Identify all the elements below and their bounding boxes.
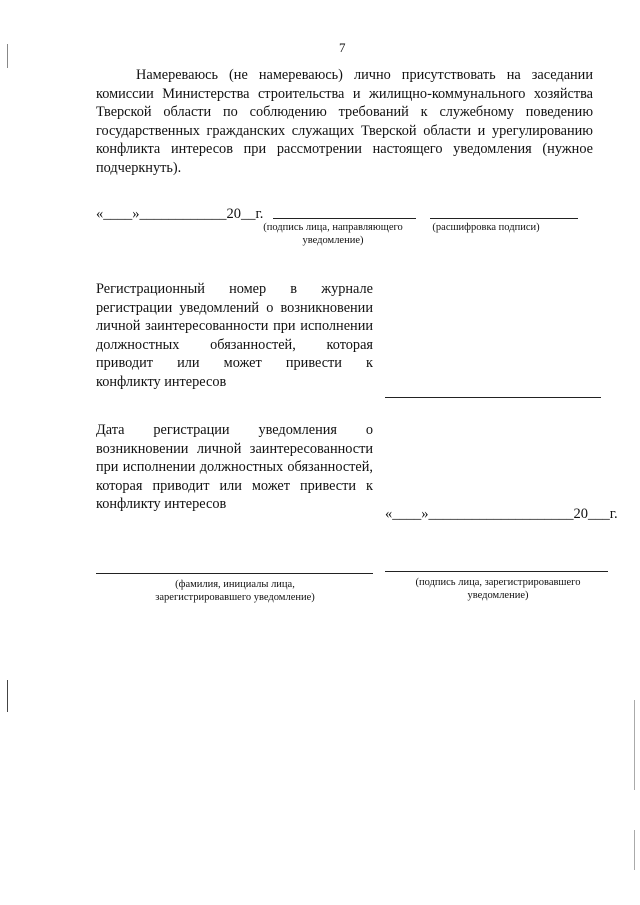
registrar-name-caption: (фамилия, инициалы лица, зарегистрировавшего уведомление) [155, 579, 315, 603]
registrar-name-line [96, 573, 373, 574]
decoding-caption: (расшифровка подписи) [432, 222, 540, 233]
date-line-1: «____»____________20__г. [96, 206, 264, 222]
right-edge-mark [634, 700, 635, 790]
intent-paragraph: Намереваюсь (не намереваюсь) лично присутствовать на заседании комиссии Министерства строительства и жилищно-коммунального хозяйства Тверской области по соблюдению требований к служебному поведению государственных гражданских служащих Тверской области и урегулированию конфликта интересов при рассмотрении настоящего уведомления (нужное подчеркнуть). [96, 67, 593, 176]
registrar-signature-caption: (подпись лица, зарегистрировавшего уведомление) [415, 577, 581, 601]
page-number: 7 [339, 40, 346, 55]
left-edge-mark [7, 44, 8, 68]
registration-date-label-main: Дата регистрации уведомления о возникновении личной заинтересованности при исполнении должностных обязанностей, которая приводит или может привести к [96, 422, 373, 494]
registration-date-label-last: конфликту интересов [96, 496, 227, 513]
registration-number-line [385, 397, 601, 398]
registration-date-label [96, 421, 373, 514]
right-edge-mark [634, 830, 635, 870]
left-edge-mark [7, 680, 8, 712]
registration-number-label-main: Регистрационный номер в журнале регистрации уведомлений о возникновении личной заинтересованности при исполнении должностных обязанностей, которая приводит или может привести к [96, 281, 373, 372]
signature-caption-1: (подпись лица, направляющего уведомление) [263, 222, 403, 246]
registration-number-label [96, 280, 373, 392]
registrar-signature-line [385, 571, 608, 572]
date-line-2: «____»____________________20___г. [385, 506, 618, 522]
decoding-line [430, 218, 578, 219]
registration-number-label-last: конфликту интересов [96, 373, 227, 390]
signature-line-1 [273, 218, 416, 219]
